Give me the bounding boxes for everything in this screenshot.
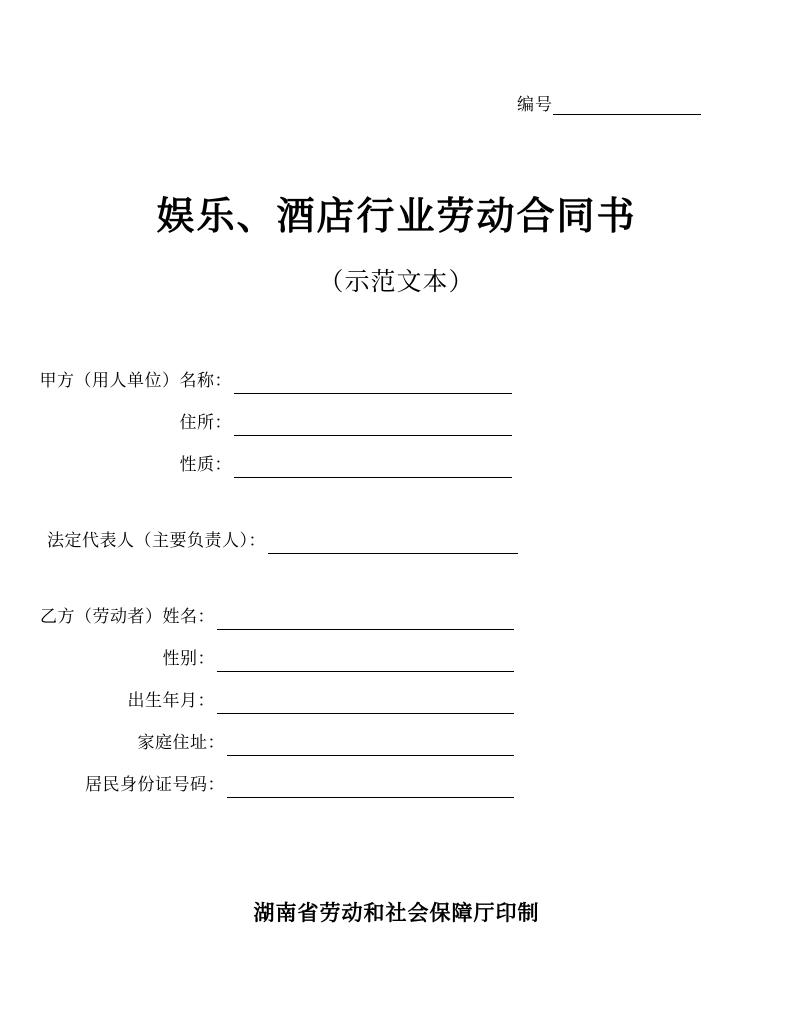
input-employee-birthdate[interactable]	[217, 693, 514, 714]
spacer-2	[0, 554, 793, 588]
field-row-employee-birthdate	[0, 672, 793, 714]
input-employee-gender[interactable]	[217, 651, 514, 672]
label-employee-birthdate: 出生年月：	[127, 691, 215, 711]
field-row-legal-rep	[0, 512, 793, 554]
label-employee-address: 家庭住址：	[137, 733, 225, 753]
legal-rep-group	[0, 512, 793, 554]
party-a-group	[0, 352, 793, 478]
label-employee-name: 乙方（劳动者）姓名：	[40, 607, 215, 627]
input-company-name[interactable]	[234, 373, 512, 394]
field-row-employee-name	[0, 588, 793, 630]
field-row-company-name	[0, 352, 793, 394]
input-legal-rep[interactable]	[268, 533, 518, 554]
input-employee-name[interactable]	[217, 609, 514, 630]
label-company-name: 甲方（用人单位）名称：	[39, 371, 232, 391]
field-row-employee-id	[0, 756, 793, 798]
label-company-address: 住所：	[179, 413, 232, 433]
label-employee-id: 居民身份证号码：	[85, 775, 225, 795]
spacer-1	[0, 478, 793, 512]
field-row-employee-address	[0, 714, 793, 756]
field-row-company-nature	[0, 436, 793, 478]
input-employee-address[interactable]	[227, 735, 514, 756]
party-b-group	[0, 588, 793, 798]
label-legal-rep: 法定代表人（主要负责人）：	[47, 531, 266, 551]
serial-number-input[interactable]	[553, 94, 701, 115]
label-employee-gender: 性别：	[162, 649, 215, 669]
form-fields	[0, 352, 793, 798]
input-company-address[interactable]	[234, 415, 512, 436]
input-company-nature[interactable]	[234, 457, 512, 478]
field-row-employee-gender	[0, 630, 793, 672]
serial-number-label: 编号	[517, 95, 553, 115]
serial-number-row	[0, 94, 793, 116]
field-row-company-address	[0, 394, 793, 436]
page-title: 娱乐、酒店行业劳动合同书	[156, 194, 637, 238]
label-company-nature: 性质：	[179, 455, 232, 475]
input-employee-id[interactable]	[227, 777, 514, 798]
page-subtitle: （示范文本）	[318, 267, 475, 296]
footer-issuer: 湖南省劳动和社会保障厅印制	[253, 901, 540, 925]
